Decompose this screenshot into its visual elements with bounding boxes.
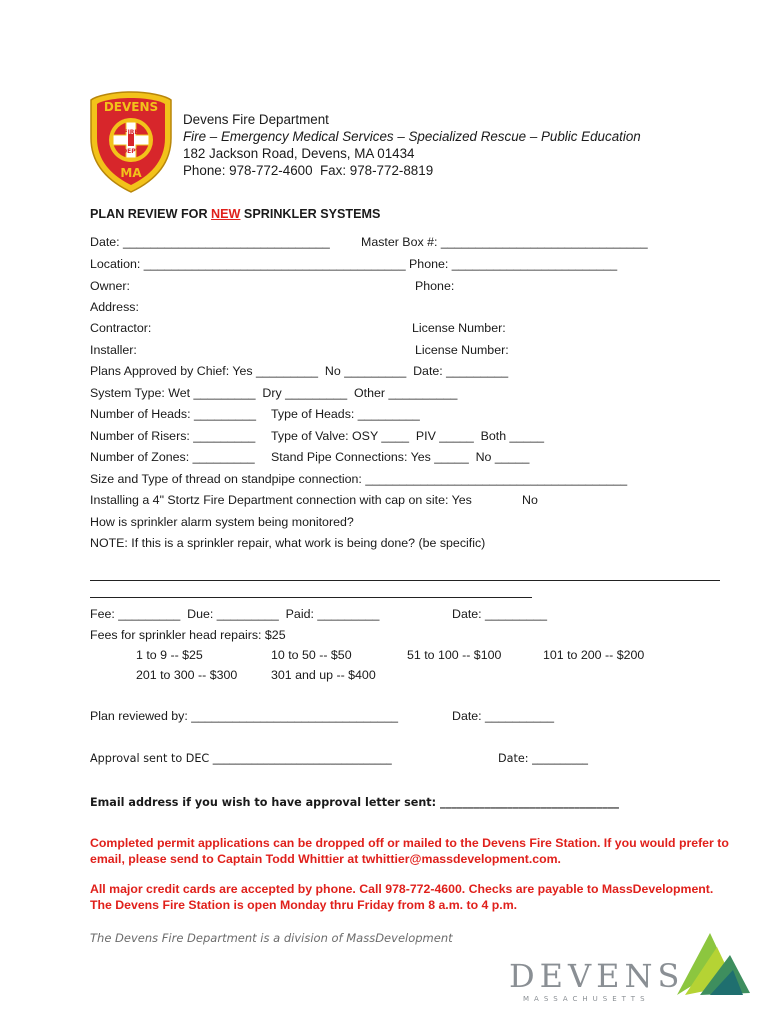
contractor-license-field: License Number: <box>412 321 506 335</box>
repair-note-question: NOTE: If this is a sprinkler repair, what work is being done? (be specific) <box>90 536 486 550</box>
answer-line-2 <box>90 597 532 598</box>
address-field: Address: <box>90 300 139 314</box>
services-line: Fire – Emergency Medical Services – Specialized Rescue – Public Education <box>183 129 641 144</box>
contractor-field: Contractor: <box>90 321 152 335</box>
plan-reviewed-date-field: Date: __________ <box>452 709 554 723</box>
title-emphasis: NEW <box>211 207 241 221</box>
payment-notice: All major credit cards are accepted by phone. Call 978-772-4600. Checks are payable to MassDevelopment. The Devens Fire Station is open Monday thru Friday from 8 a.m. to 4 p.m. <box>90 882 714 912</box>
number-of-zones-field: Number of Zones: _________ <box>90 450 255 464</box>
page-title <box>90 207 380 221</box>
division-footer: The Devens Fire Department is a division of MassDevelopment <box>90 931 453 945</box>
location-phone-field: Location: ______________________________________ Phone: ________________________ <box>90 257 618 271</box>
badge-top-text: DEVENS <box>103 100 159 114</box>
fee-tier: 51 to 100 -- $100 <box>407 648 502 662</box>
fee-tier: 1 to 9 -- $25 <box>136 648 203 662</box>
type-of-heads-field: Type of Heads: _________ <box>271 407 420 421</box>
date-field: Date: ______________________________ <box>90 235 330 249</box>
number-of-heads-field: Number of Heads: _________ <box>90 407 257 421</box>
badge-fire-text: FIRE <box>123 129 139 136</box>
devens-logo <box>505 925 760 1015</box>
title-prefix: PLAN REVIEW FOR <box>90 207 212 221</box>
fee-tier: 201 to 300 -- $300 <box>136 668 238 682</box>
dropoff-notice: Completed permit applications can be dropped off or mailed to the Devens Fire Station. If you would prefer to email, please send to Captain Todd Whittier at twhittier@massdevelopment.com. <box>90 836 729 866</box>
monitoring-question: How is sprinkler alarm system being monitored? <box>90 515 354 529</box>
plan-reviewed-field: Plan reviewed by: ______________________________ <box>90 709 398 723</box>
fee-tier: 301 and up -- $400 <box>271 668 376 682</box>
badge-dept-text: DEPT <box>122 148 140 155</box>
repair-fees-title: Fees for sprinkler head repairs: $25 <box>90 628 286 642</box>
fee-date-field: Date: _________ <box>452 607 548 621</box>
fee-due-paid-field: Fee: _________ Due: _________ Paid: _________ <box>90 607 380 621</box>
plans-approved-field: Plans Approved by Chief: Yes _________ No _________ Date: _________ <box>90 364 509 378</box>
installer-license-field: License Number: <box>415 343 509 357</box>
installer-field: Installer: <box>90 343 137 357</box>
stortz-question: Installing a 4" Stortz Fire Department connection with cap on site: Yes <box>90 493 472 507</box>
devens-logo-subtitle: MASSACHUSETTS <box>523 995 650 1003</box>
fire-department-badge <box>88 90 174 194</box>
master-box-field: Master Box #: ______________________________ <box>361 235 648 249</box>
type-of-valve-field: Type of Valve: OSY ____ PIV _____ Both _____ <box>271 429 545 443</box>
owner-phone-field: Phone: <box>415 279 455 293</box>
title-suffix: SPRINKLER SYSTEMS <box>240 207 381 221</box>
email-address-field: Email address if you wish to have approval letter sent: ________________________________ <box>90 796 620 809</box>
devens-logo-word: DEVENS <box>509 957 685 995</box>
approval-date-field: Date: __________ <box>498 752 589 765</box>
number-of-risers-field: Number of Risers: _________ <box>90 429 256 443</box>
thread-field: Size and Type of thread on standpipe connection: ______________________________________ <box>90 472 628 486</box>
stand-pipe-field: Stand Pipe Connections: Yes _____ No _____ <box>271 450 530 464</box>
approval-sent-field: Approval sent to DEC ________________________________ <box>90 752 392 765</box>
answer-line-1 <box>90 580 720 581</box>
phone-fax-line: Phone: 978-772-4600 Fax: 978-772-8819 <box>183 163 434 178</box>
fee-tier: 10 to 50 -- $50 <box>271 648 352 662</box>
badge-bottom-text: MA <box>120 166 142 180</box>
owner-field: Owner: <box>90 279 130 293</box>
system-type-field: System Type: Wet _________ Dry _________ Other __________ <box>90 386 458 400</box>
org-name: Devens Fire Department <box>183 112 329 127</box>
fee-tier: 101 to 200 -- $200 <box>543 648 645 662</box>
address-line: 182 Jackson Road, Devens, MA 01434 <box>183 146 415 161</box>
stortz-no-option: No <box>522 493 538 507</box>
